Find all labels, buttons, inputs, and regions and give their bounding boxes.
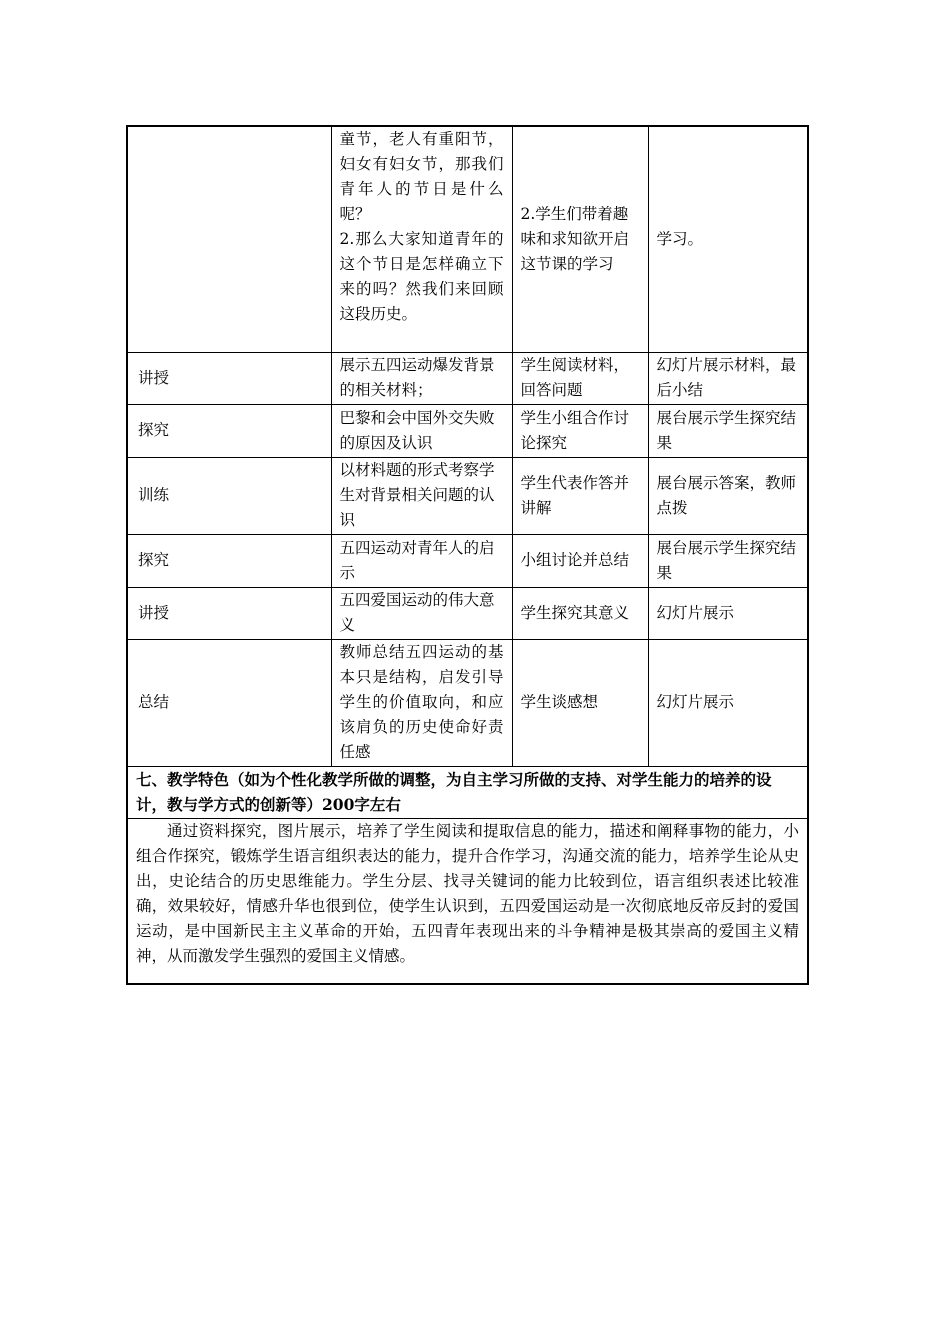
- stage-cell: 探究: [127, 534, 331, 587]
- table-row: [127, 534, 808, 587]
- section-7-body: 通过资料探究，图片展示，培养了学生阅读和提取信息的能力，描述和阐释事物的能力，小组合作探究，锻炼学生语言组织表达的能力，提升合作学习，沟通交流的能力，培养学生论从史出，史论结合的历史思维能力。学生分层、找寻关键词的能力比较到位，语言组织表述比较准确，效果较好，情感升华也很到位，使学生认识到，五四爱国运动是一次彻底地反帝反封的爱国运动，是中国新民主主义革命的开始，五四青年表现出来的斗争精神是极其崇高的爱国主义精神，从而激发学生强烈的爱国主义情感。: [127, 818, 808, 984]
- stage-cell: 总结: [127, 639, 331, 766]
- table-row: [127, 126, 808, 352]
- section-7-heading: 七、教学特色（如为个性化教学所做的调整，为自主学习所做的支持、对学生能力的培养的设计，教与学方式的创新等）200字左右: [127, 766, 808, 818]
- teacher-activity-cell: 展示五四运动爆发背景的相关材料；: [331, 352, 512, 404]
- student-activity-cell: 2.学生们带着趣味和求知欲开启这节课的学习: [512, 126, 648, 352]
- teacher-activity-cell: 教师总结五四运动的基本只是结构，启发引导学生的价值取向，和应该肩负的历史使命好责任感: [331, 639, 512, 766]
- stage-cell: 探究: [127, 404, 331, 457]
- student-activity-cell: 学生小组合作讨论探究: [512, 404, 648, 457]
- design-intent-cell: 幻灯片展示: [648, 639, 808, 766]
- table-row: [127, 587, 808, 639]
- student-activity-cell: 学生代表作答并讲解: [512, 457, 648, 534]
- teacher-activity-cell: 五四运动对青年人的启示: [331, 534, 512, 587]
- design-intent-cell: 幻灯片展示材料，最后小结: [648, 352, 808, 404]
- design-intent-cell: 展台展示学生探究结果: [648, 534, 808, 587]
- teacher-activity-text: 童节，老人有重阳节，妇女有妇女节，那我们青年人的节日是什么呢？ 2.那么大家知道青年的这个节日是怎样确立下来的吗？然我们来回顾这段历史。: [339, 130, 504, 323]
- teacher-activity-cell: 以材料题的形式考察学生对背景相关问题的认识: [331, 457, 512, 534]
- design-intent-cell: 展台展示答案，教师点拨: [648, 457, 808, 534]
- lesson-plan-table: [126, 125, 809, 985]
- teacher-activity-cell: 巴黎和会中国外交失败的原因及认识: [331, 404, 512, 457]
- table-row: [127, 352, 808, 404]
- stage-cell: 讲授: [127, 587, 331, 639]
- student-activity-cell: 学生阅读材料，回答问题: [512, 352, 648, 404]
- student-activity-cell: 学生探究其意义: [512, 587, 648, 639]
- table-row: [127, 457, 808, 534]
- design-intent-cell: 展台展示学生探究结果: [648, 404, 808, 457]
- teacher-activity-cell: 五四爱国运动的伟大意义: [331, 587, 512, 639]
- student-activity-cell: 学生谈感想: [512, 639, 648, 766]
- student-activity-cell: 小组讨论并总结: [512, 534, 648, 587]
- design-intent-cell: 学习。: [648, 126, 808, 352]
- design-intent-cell: 幻灯片展示: [648, 587, 808, 639]
- section-heading-row: [127, 766, 808, 818]
- table-row: [127, 404, 808, 457]
- table-row: [127, 639, 808, 766]
- stage-cell: [127, 126, 331, 352]
- stage-cell: 讲授: [127, 352, 331, 404]
- teacher-activity-cell: [331, 126, 512, 352]
- section-body-row: [127, 818, 808, 984]
- stage-cell: 训练: [127, 457, 331, 534]
